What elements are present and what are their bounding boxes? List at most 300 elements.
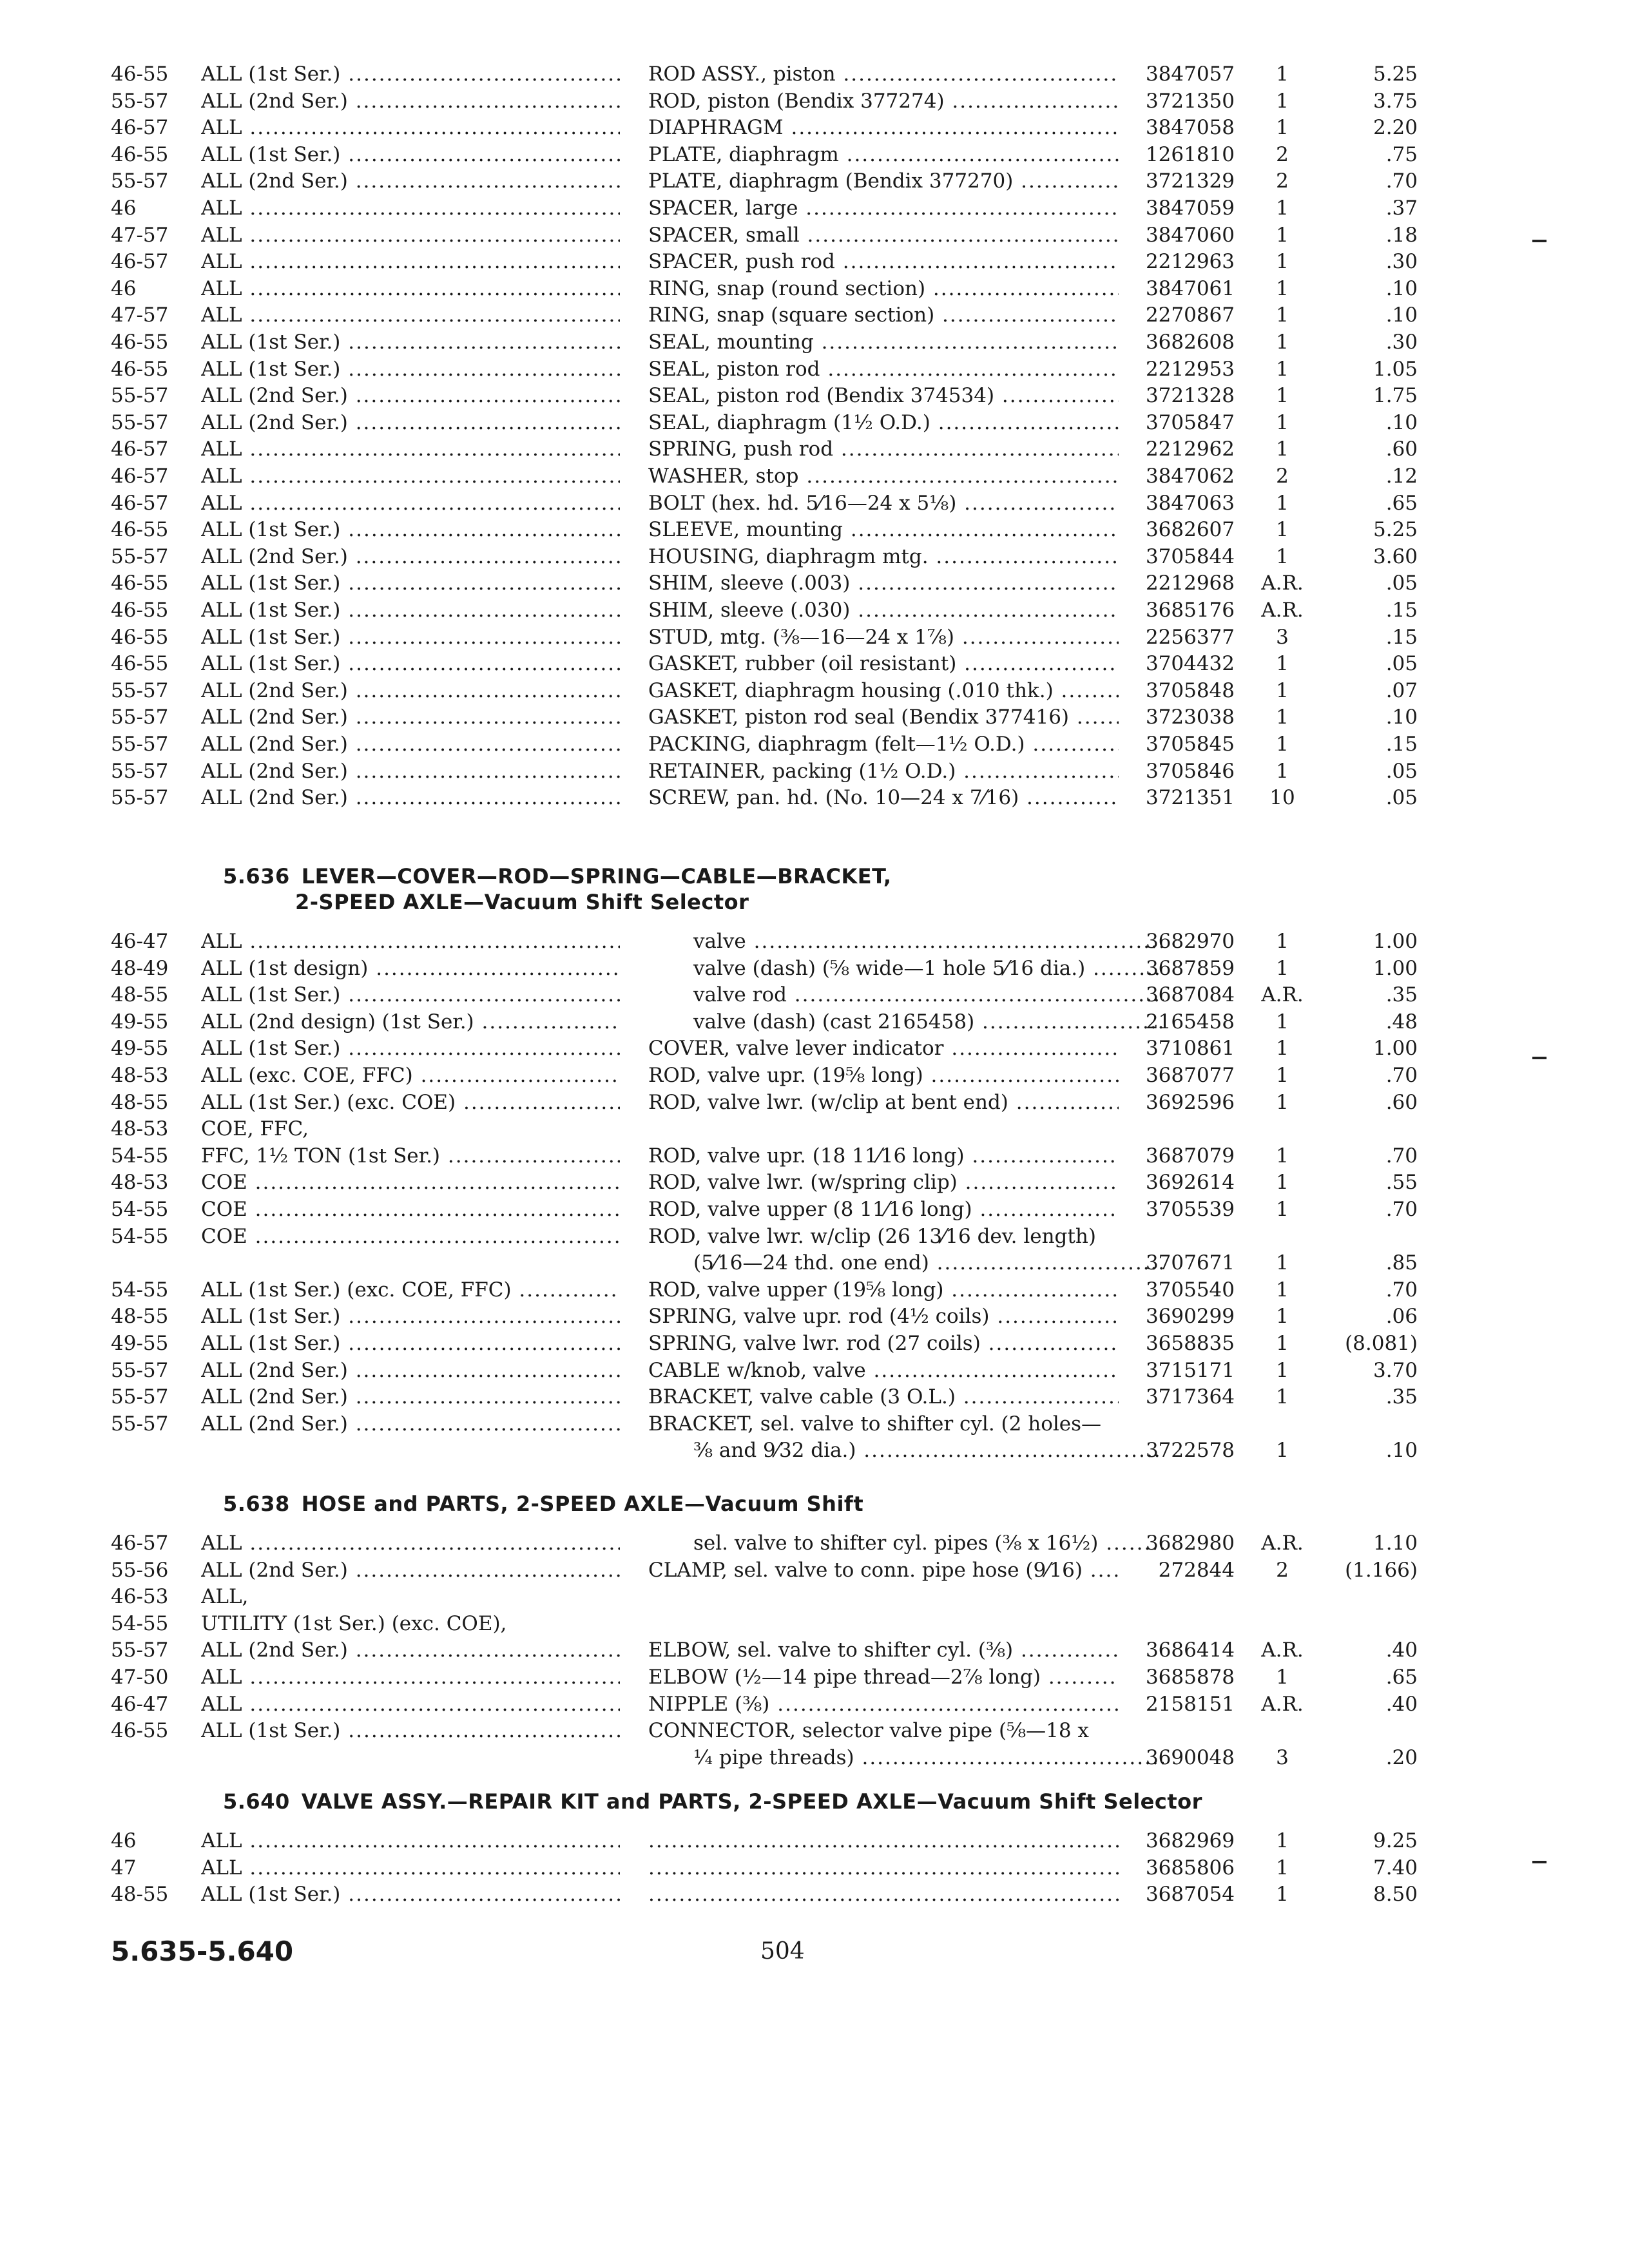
quantity-cell: 1: [1276, 197, 1289, 220]
years-cell: 54-55: [111, 1278, 169, 1302]
part-number-cell: 3685878: [1145, 1666, 1235, 1689]
table-row: [0, 758, 1629, 785]
models-cell: ALL .....: [201, 195, 620, 222]
years-cell: 55-57: [111, 90, 169, 113]
price-cell: .10: [1385, 706, 1418, 729]
years-cell: 55-56: [111, 1559, 169, 1582]
years-cell: 46-47: [111, 1693, 169, 1716]
quantity-cell: 1: [1276, 652, 1289, 675]
table-row: [0, 928, 1629, 955]
margin-tick-mark: [1532, 1057, 1547, 1059]
quantity-cell: 1: [1276, 706, 1289, 729]
description-cell: STUD, mtg. (⅜—16—24 x 1⅞) .....: [648, 624, 1119, 651]
models-cell: ALL .....: [201, 1664, 620, 1691]
years-cell: 46-57: [111, 116, 169, 139]
quantity-cell: 1: [1276, 411, 1289, 434]
years-cell: 48-55: [111, 983, 169, 1006]
table-row: [0, 704, 1629, 731]
description-cell: DIAPHRAGM .....: [648, 114, 1119, 141]
part-number-cell: 3705848: [1145, 679, 1235, 702]
models-cell: COE .....: [201, 1169, 620, 1196]
price-cell: .48: [1385, 1010, 1418, 1033]
description-cell: ⅜ and 9⁄32 dia.) .....: [648, 1437, 1164, 1464]
quantity-cell: 2: [1276, 1559, 1289, 1582]
description-cell: RING, snap (round section) .....: [648, 275, 1119, 302]
price-cell: (8.081): [1345, 1332, 1418, 1355]
price-cell: .10: [1385, 1439, 1418, 1462]
quantity-cell: A.R.: [1261, 1639, 1304, 1662]
price-cell: .70: [1385, 1278, 1418, 1302]
description-cell: ROD, valve lwr. (w/clip at bent end) .....: [648, 1089, 1119, 1116]
years-cell: 48-53: [111, 1171, 169, 1194]
years-cell: 55-57: [111, 1412, 169, 1436]
models-cell: COE, FFC,: [201, 1117, 309, 1140]
models-cell: ALL (2nd Ser.) .....: [201, 1557, 620, 1584]
quantity-cell: A.R.: [1261, 1532, 1304, 1555]
years-cell: 46-55: [111, 331, 169, 354]
models-cell: ALL (2nd Ser.) .....: [201, 168, 620, 195]
part-number-cell: 3687859: [1145, 957, 1235, 980]
models-cell: ALL (2nd Ser.) .....: [201, 382, 620, 409]
models-cell: ALL (exc. COE, FFC) .....: [201, 1062, 620, 1089]
price-cell: .40: [1385, 1639, 1418, 1662]
years-cell: 55-57: [111, 1359, 169, 1382]
part-number-cell: 3682970: [1145, 930, 1235, 953]
table-row: [0, 463, 1629, 490]
models-cell: ALL (2nd design) (1st Ser.) .....: [201, 1008, 620, 1035]
part-number-cell: 3682969: [1145, 1829, 1235, 1852]
part-number-cell: 3690299: [1145, 1305, 1235, 1328]
models-cell: ALL (1st Ser.) .....: [201, 356, 620, 383]
price-cell: .05: [1385, 572, 1418, 595]
models-cell: ALL (2nd Ser.) .....: [201, 1357, 620, 1384]
quantity-cell: 1: [1276, 760, 1289, 783]
description-cell: sel. valve to shifter cyl. pipes (⅜ x 16½) .....: [648, 1530, 1164, 1557]
description-cell: BRACKET, sel. valve to shifter cyl. (2 holes—: [648, 1412, 1102, 1436]
years-cell: 55-57: [111, 733, 169, 756]
models-cell: FFC, 1½ TON (1st Ser.) .....: [201, 1142, 620, 1169]
description-cell: GASKET, piston rod seal (Bendix 377416) .....: [648, 704, 1119, 731]
part-number-cell: 3705539: [1145, 1198, 1235, 1221]
years-cell: 54-55: [111, 1198, 169, 1221]
quantity-cell: 1: [1276, 303, 1289, 327]
part-number-cell: 3721351: [1145, 786, 1235, 809]
models-cell: ALL (2nd Ser.) .....: [201, 704, 620, 731]
models-cell: ALL (1st Ser.) .....: [201, 1330, 620, 1357]
part-number-cell: 3658835: [1145, 1332, 1235, 1355]
table-row: [0, 436, 1629, 463]
part-number-cell: 3686414: [1145, 1639, 1235, 1662]
quantity-cell: 1: [1276, 1010, 1289, 1033]
description-cell: SEAL, mounting .....: [648, 329, 1119, 356]
footer-section-range: 5.635-5.640: [111, 1936, 294, 1967]
price-cell: .05: [1385, 760, 1418, 783]
models-cell: ALL (1st Ser.) (exc. COE, FFC) .....: [201, 1276, 620, 1303]
table-row: [0, 1691, 1629, 1718]
years-cell: 46-55: [111, 626, 169, 649]
years-cell: 46-55: [111, 572, 169, 595]
description-cell: ROD, valve lwr. w/clip (26 13⁄16 dev. length): [648, 1225, 1096, 1248]
price-cell: .70: [1385, 1064, 1418, 1087]
price-cell: .70: [1385, 1198, 1418, 1221]
description-cell: ELBOW, sel. valve to shifter cyl. (⅜) .....: [648, 1637, 1119, 1664]
years-cell: 55-57: [111, 545, 169, 568]
years-cell: 46: [111, 197, 137, 220]
years-cell: 46-53: [111, 1585, 169, 1608]
table-row: [0, 409, 1629, 436]
table-row: [0, 329, 1629, 356]
description-cell: NIPPLE (⅜) .....: [648, 1691, 1119, 1718]
table-row: [0, 1717, 1629, 1744]
years-cell: 46-47: [111, 930, 169, 953]
part-number-cell: 3687084: [1145, 983, 1235, 1006]
years-cell: 46-55: [111, 518, 169, 541]
years-cell: 47: [111, 1856, 137, 1879]
years-cell: 49-55: [111, 1332, 169, 1355]
description-cell: PLATE, diaphragm (Bendix 377270) .....: [648, 168, 1119, 195]
models-cell: ALL (2nd Ser.) .....: [201, 784, 620, 811]
quantity-cell: A.R.: [1261, 1693, 1304, 1716]
price-cell: .85: [1385, 1251, 1418, 1274]
quantity-cell: 1: [1276, 1883, 1289, 1906]
part-number-cell: 3705845: [1145, 733, 1235, 756]
quantity-cell: 1: [1276, 1856, 1289, 1879]
price-cell: .40: [1385, 1693, 1418, 1716]
price-cell: .30: [1385, 331, 1418, 354]
part-number-cell: 3687077: [1145, 1064, 1235, 1087]
quantity-cell: 2: [1276, 143, 1289, 166]
quantity-cell: 3: [1276, 1746, 1289, 1769]
description-cell: CABLE w/knob, valve .....: [648, 1357, 1119, 1384]
table-row: [0, 731, 1629, 758]
models-cell: ALL .....: [201, 114, 620, 141]
table-row: [0, 1530, 1629, 1557]
years-cell: 55-57: [111, 760, 169, 783]
years-cell: 47-57: [111, 303, 169, 327]
price-cell: .15: [1385, 733, 1418, 756]
description-cell: ¼ pipe threads) .....: [648, 1744, 1164, 1771]
quantity-cell: 1: [1276, 1829, 1289, 1852]
models-cell: ALL .....: [201, 1691, 620, 1718]
part-number-cell: 2165458: [1145, 1010, 1235, 1033]
section-heading: [223, 1491, 863, 1517]
part-number-cell: 3705846: [1145, 760, 1235, 783]
table-row: [0, 382, 1629, 409]
description-cell: ROD, valve upper (8 11⁄16 long) .....: [648, 1196, 1119, 1223]
description-cell: CONNECTOR, selector valve pipe (⅝—18 x: [648, 1719, 1089, 1742]
part-number-cell: 3705847: [1145, 411, 1235, 434]
description-cell: COVER, valve lever indicator .....: [648, 1035, 1119, 1062]
description-cell: ROD, valve upr. (19⅝ long) .....: [648, 1062, 1119, 1089]
part-number-cell: 2212953: [1145, 358, 1235, 381]
description-cell: [648, 1827, 1119, 1854]
description-cell: SPACER, small .....: [648, 222, 1119, 249]
table-row: [0, 1330, 1629, 1357]
price-cell: .75: [1385, 143, 1418, 166]
table-row: [0, 1410, 1629, 1437]
quantity-cell: 1: [1276, 1359, 1289, 1382]
models-cell: ALL .....: [201, 302, 620, 329]
models-cell: ALL (2nd Ser.) .....: [201, 731, 620, 758]
part-number-cell: 3682608: [1145, 331, 1235, 354]
price-cell: 8.50: [1373, 1883, 1418, 1906]
models-cell: ALL (1st Ser.) .....: [201, 61, 620, 88]
price-cell: .65: [1385, 1666, 1418, 1689]
quantity-cell: 1: [1276, 1666, 1289, 1689]
table-row: [0, 1196, 1629, 1223]
quantity-cell: 2: [1276, 465, 1289, 488]
quantity-cell: 1: [1276, 1251, 1289, 1274]
description-cell: BRACKET, valve cable (3 O.L.) .....: [648, 1383, 1119, 1410]
price-cell: .70: [1385, 1144, 1418, 1168]
models-cell: ALL .....: [201, 436, 620, 463]
table-row: [0, 88, 1629, 115]
description-cell: HOUSING, diaphragm mtg. .....: [648, 543, 1119, 570]
years-cell: 49-55: [111, 1010, 169, 1033]
quantity-cell: 1: [1276, 358, 1289, 381]
years-cell: 46-57: [111, 250, 169, 273]
description-cell: SEAL, piston rod .....: [648, 356, 1119, 383]
table-row: [0, 1744, 1629, 1771]
price-cell: 1.00: [1373, 957, 1418, 980]
table-row: [0, 141, 1629, 168]
description-cell: GASKET, diaphragm housing (.010 thk.) .....: [648, 677, 1119, 704]
price-cell: .65: [1385, 492, 1418, 515]
price-cell: .05: [1385, 652, 1418, 675]
models-cell: UTILITY (1st Ser.) (exc. COE),: [201, 1612, 507, 1635]
years-cell: 46-55: [111, 62, 169, 86]
quantity-cell: 1: [1276, 1064, 1289, 1087]
part-number-cell: 3721328: [1145, 384, 1235, 407]
description-cell: SPRING, push rod .....: [648, 436, 1119, 463]
part-number-cell: 3847063: [1145, 492, 1235, 515]
section-number: 5.638: [223, 1492, 290, 1516]
models-cell: ALL (1st Ser.) .....: [201, 624, 620, 651]
price-cell: .60: [1385, 1091, 1418, 1114]
part-number-cell: 3847057: [1145, 62, 1235, 86]
quantity-cell: 1: [1276, 90, 1289, 113]
models-cell: ALL .....: [201, 222, 620, 249]
description-cell: SHIM, sleeve (.030) .....: [648, 597, 1119, 624]
table-row: [0, 1827, 1629, 1854]
part-number-cell: 3685806: [1145, 1856, 1235, 1879]
description-cell: ROD, valve upr. (18 11⁄16 long) .....: [648, 1142, 1119, 1169]
part-number-cell: 3847062: [1145, 465, 1235, 488]
models-cell: ALL (1st Ser.) .....: [201, 597, 620, 624]
years-cell: 47-50: [111, 1666, 169, 1689]
models-cell: ALL (1st Ser.) .....: [201, 1717, 620, 1744]
part-number-cell: 3704432: [1145, 652, 1235, 675]
table-row: [0, 1169, 1629, 1196]
part-number-cell: 2256377: [1145, 626, 1235, 649]
price-cell: .10: [1385, 277, 1418, 300]
price-cell: 1.05: [1373, 358, 1418, 381]
models-cell: ALL .....: [201, 463, 620, 490]
table-row: [0, 114, 1629, 141]
quantity-cell: 1: [1276, 250, 1289, 273]
table-row: [0, 222, 1629, 249]
part-number-cell: 2212963: [1145, 250, 1235, 273]
description-cell: ROD ASSY., piston .....: [648, 61, 1119, 88]
years-cell: 46-55: [111, 1719, 169, 1742]
years-cell: 46-57: [111, 465, 169, 488]
description-cell: SEAL, piston rod (Bendix 374534) .....: [648, 382, 1119, 409]
part-number-cell: 3847059: [1145, 197, 1235, 220]
years-cell: 46-55: [111, 358, 169, 381]
quantity-cell: 10: [1269, 786, 1295, 809]
quantity-cell: 1: [1276, 224, 1289, 247]
years-cell: 46: [111, 1829, 137, 1852]
description-cell: ROD, valve upper (19⅝ long) .....: [648, 1276, 1119, 1303]
description-cell: CLAMP, sel. valve to conn. pipe hose (9⁄16) .....: [648, 1557, 1119, 1584]
description-cell: SEAL, diaphragm (1½ O.D.) .....: [648, 409, 1119, 436]
description-cell: [648, 1854, 1119, 1881]
description-cell: (5⁄16—24 thd. one end) .....: [648, 1249, 1164, 1276]
part-number-cell: 3710861: [1145, 1037, 1235, 1060]
quantity-cell: 1: [1276, 1385, 1289, 1408]
price-cell: 1.00: [1373, 1037, 1418, 1060]
quantity-cell: 1: [1276, 733, 1289, 756]
years-cell: 54-55: [111, 1612, 169, 1635]
description-cell: valve (dash) (cast 2165458) .....: [648, 1008, 1164, 1035]
price-cell: .55: [1385, 1171, 1418, 1194]
years-cell: 48-55: [111, 1091, 169, 1114]
models-cell: ALL (1st Ser.) .....: [201, 516, 620, 543]
table-row: [0, 168, 1629, 195]
years-cell: 55-57: [111, 411, 169, 434]
table-row: [0, 195, 1629, 222]
part-number-cell: 3690048: [1145, 1746, 1235, 1769]
table-row: [0, 1089, 1629, 1116]
table-row: [0, 570, 1629, 597]
table-row: [0, 1583, 1629, 1610]
models-cell: ALL (2nd Ser.) .....: [201, 88, 620, 115]
table-row: [0, 61, 1629, 88]
table-row: [0, 248, 1629, 275]
table-row: [0, 1249, 1629, 1276]
price-cell: .05: [1385, 786, 1418, 809]
models-cell: ALL (2nd Ser.) .....: [201, 543, 620, 570]
description-cell: [648, 1881, 1119, 1908]
quantity-cell: A.R.: [1261, 983, 1304, 1006]
table-row: [0, 1357, 1629, 1384]
years-cell: 55-57: [111, 786, 169, 809]
price-cell: (1.166): [1345, 1559, 1418, 1582]
quantity-cell: 1: [1276, 1091, 1289, 1114]
part-number-cell: 3717364: [1145, 1385, 1235, 1408]
table-row: [0, 784, 1629, 811]
part-number-cell: 3847058: [1145, 116, 1235, 139]
quantity-cell: A.R.: [1261, 599, 1304, 622]
years-cell: 55-57: [111, 169, 169, 193]
years-cell: 48-53: [111, 1064, 169, 1087]
description-cell: valve rod .....: [648, 981, 1164, 1008]
years-cell: 55-57: [111, 679, 169, 702]
models-cell: ALL (2nd Ser.) .....: [201, 1410, 620, 1437]
price-cell: .20: [1385, 1746, 1418, 1769]
section-title-line1: LEVER—COVER—ROD—SPRING—CABLE—BRACKET,: [301, 864, 892, 889]
quantity-cell: 1: [1276, 679, 1289, 702]
part-number-cell: 3847060: [1145, 224, 1235, 247]
price-cell: 2.20: [1373, 116, 1418, 139]
part-number-cell: 3723038: [1145, 706, 1235, 729]
section-number: 5.640: [223, 1789, 290, 1814]
models-cell: COE .....: [201, 1223, 620, 1250]
quantity-cell: 1: [1276, 1037, 1289, 1060]
years-cell: 48-53: [111, 1117, 169, 1140]
years-cell: 48-55: [111, 1883, 169, 1906]
price-cell: 1.00: [1373, 930, 1418, 953]
description-cell: SCREW, pan. hd. (No. 10—24 x 7⁄16) .....: [648, 784, 1119, 811]
models-cell: ALL (1st Ser.) .....: [201, 570, 620, 597]
part-number-cell: 3692596: [1145, 1091, 1235, 1114]
price-cell: .70: [1385, 169, 1418, 193]
part-number-cell: 3682607: [1145, 518, 1235, 541]
table-row: [0, 275, 1629, 302]
table-row: [0, 1142, 1629, 1169]
part-number-cell: 3722578: [1145, 1439, 1235, 1462]
margin-tick-mark: [1532, 1861, 1547, 1863]
table-row: [0, 1062, 1629, 1089]
description-cell: PLATE, diaphragm .....: [648, 141, 1119, 168]
years-cell: 46-57: [111, 1532, 169, 1555]
price-cell: .35: [1385, 1385, 1418, 1408]
price-cell: 3.75: [1373, 90, 1418, 113]
years-cell: 46-55: [111, 143, 169, 166]
models-cell: ALL .....: [201, 1530, 620, 1557]
price-cell: .06: [1385, 1305, 1418, 1328]
table-row: [0, 1557, 1629, 1584]
quantity-cell: 1: [1276, 1144, 1289, 1168]
price-cell: 5.25: [1373, 62, 1418, 86]
years-cell: 46-57: [111, 492, 169, 515]
table-row: [0, 677, 1629, 704]
price-cell: .10: [1385, 303, 1418, 327]
section-heading: [223, 1789, 1202, 1814]
description-cell: valve .....: [648, 928, 1164, 955]
table-row: [0, 1637, 1629, 1664]
part-number-cell: 3705844: [1145, 545, 1235, 568]
models-cell: ALL .....: [201, 248, 620, 275]
part-number-cell: 3687054: [1145, 1883, 1235, 1906]
models-cell: ALL,: [201, 1585, 249, 1608]
models-cell: ALL .....: [201, 1827, 620, 1854]
quantity-cell: 1: [1276, 437, 1289, 461]
price-cell: .07: [1385, 679, 1418, 702]
part-number-cell: 3847061: [1145, 277, 1235, 300]
models-cell: ALL (1st Ser.) .....: [201, 1035, 620, 1062]
description-cell: BOLT (hex. hd. 5⁄16—24 x 5⅛) .....: [648, 490, 1119, 517]
description-cell: ROD, piston (Bendix 377274) .....: [648, 88, 1119, 115]
years-cell: 47-57: [111, 224, 169, 247]
part-number-cell: 3687079: [1145, 1144, 1235, 1168]
table-row: [0, 516, 1629, 543]
table-row: [0, 1383, 1629, 1410]
quantity-cell: 3: [1276, 626, 1289, 649]
table-row: [0, 955, 1629, 982]
part-number-cell: 3721350: [1145, 90, 1235, 113]
table-row: [0, 650, 1629, 677]
part-number-cell: 3721329: [1145, 169, 1235, 193]
table-row: [0, 1664, 1629, 1691]
part-number-cell: 2158151: [1145, 1693, 1235, 1716]
models-cell: ALL (2nd Ser.) .....: [201, 409, 620, 436]
price-cell: .60: [1385, 437, 1418, 461]
quantity-cell: 1: [1276, 930, 1289, 953]
quantity-cell: 1: [1276, 518, 1289, 541]
quantity-cell: 1: [1276, 1198, 1289, 1221]
models-cell: ALL .....: [201, 275, 620, 302]
